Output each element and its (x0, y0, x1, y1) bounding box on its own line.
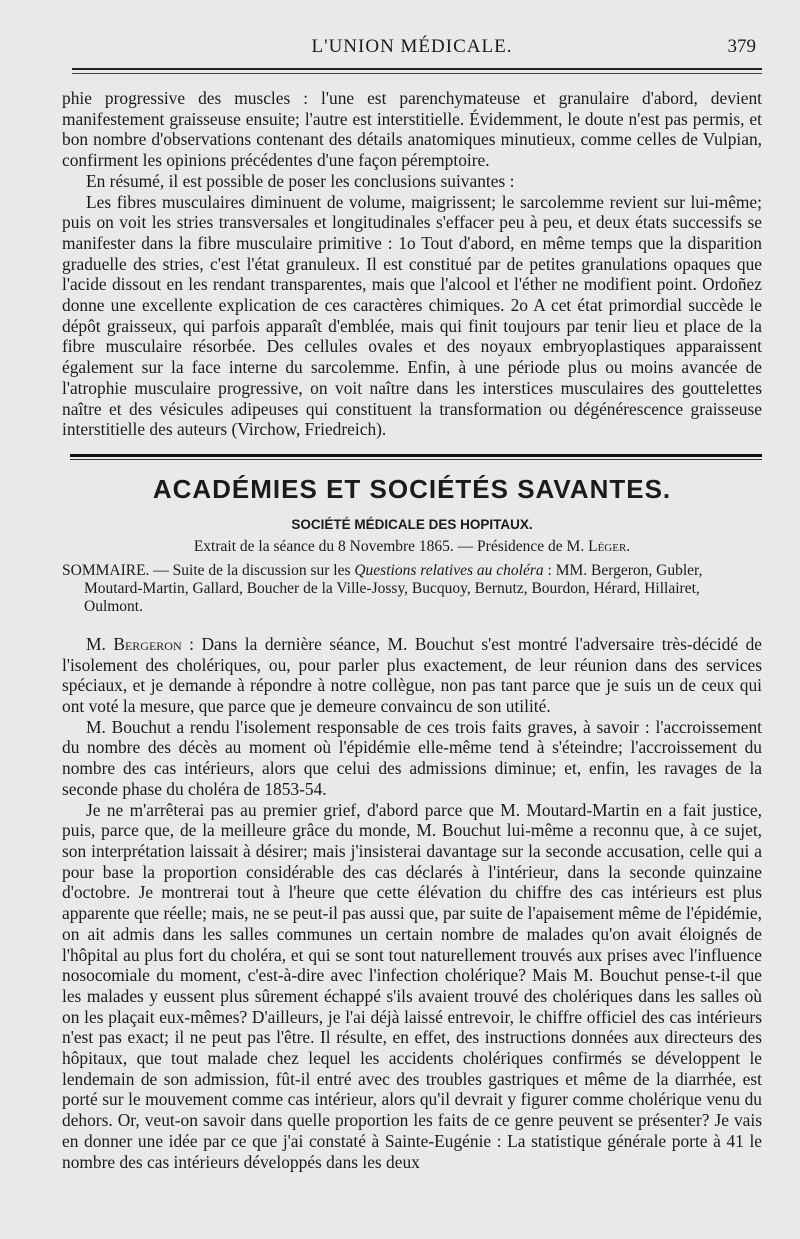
section-rule-thin (70, 459, 762, 460)
summary (62, 562, 762, 616)
running-head (62, 0, 762, 66)
paragraph: M. Bouchut a rendu l'isolement responsable de ces trois faits graves, à savoir : l'accroissement du nombre des décès au moment où l'épidémie elle-même tend à s'éteindre; l'accroissement du nombre des cas intérieurs, alors que celui des admissions diminue; et, enfin, les ravages de la seconde phase du choléra de 1853-54. (62, 716, 762, 799)
header-rule (72, 68, 762, 70)
paragraph: phie progressive des muscles : l'une est parenchymateuse et granulaire d'abord, devient manifestement graisseuse ensuite; l'autre est interstitielle. Évidemment, le doute n'est pas permis, et bon nombre d'observations contenant des détails anatomiques minutieux, comme celles de Vulpian, confirment les opinions précédentes d'une façon péremptoire. (62, 88, 762, 171)
page-number: 379 (727, 36, 756, 57)
extract-suffix: . (626, 537, 631, 555)
section-rule (70, 454, 762, 457)
session-extract (62, 538, 762, 556)
paragraph-text: : Dans la dernière séance, M. Bouchut s'est montré l'adversaire très-décidé de l'isolement des cholériques, ou, pour parler plus exactement, de leur réunion dans des services spéciaux, et je demande à répondre à notre collègue, non pas tant parce que je suis un de ceux qui ont voté la mesure, que parce que je demeure convaincu de son utilité. (62, 633, 762, 717)
paragraph: Je ne m'arrêterai pas au premier grief, d'abord parce que M. Moutard-Martin en a fait justice, puis, parce que, de la meilleure grâce du monde, M. Bouchut lui-même a reconnu que, à ce sujet, son interprétation laissait à désirer; mais j'insisterai davantage sur la seconde accusation, celle qui a pour base la proportion considérable des cas déclarés à l'intérieur, dans la seconde quinzaine d'octobre. Je montrerai tout à l'heure que cette élévation du chiffre des cas intérieurs est plus apparente que réelle; mais, ne se peut-il pas aussi que, par suite de l'apaisement même de l'épidémie, on ait admis dans les salles communes un certain nombre de malades qu'on avait éloignés de l'hôpital au plus fort du choléra, et qui se sont tout naturellement trouvés aux prises avec l'influence nosocomiale du moment, c'est-à-dire avec l'infection cholérique? Mais M. Bouchut pense-t-il que les malades y eussent plus sûrement échappé s'ils avaient trouvé des cholériques dans les salles où on les plaçait eux-mêmes? D'ailleurs, je l'ai déjà laissé entrevoir, le chiffre officiel des cas intérieurs n'est pas exact; il ne peut pas l'être. Il résulte, en effet, des instructions données aux directeurs des hôpitaux, que tout malade chez lequel les accidents cholériques confirmés se développent le lendemain de son admission, fût-il entré avec des troubles gastriques et même de la diarrhée, est porté sur le mouvement comme cas intérieur, alors qu'il devrait y figurer comme cholérique venu du dehors. Or, veut-on savoir dans quelle proportion les faits de ce genre peuvent se présenter? Je vais en donner une idée par ce que j'ai constaté à Sainte-Eugénie : La statistique générale porte à 41 le nombre des cas intérieurs développés dans les deux (62, 799, 762, 1172)
society-heading: SOCIÉTÉ MÉDICALE DES HOPITAUX. (291, 516, 533, 532)
summary-lead: — Suite de la discussion sur les (153, 561, 351, 579)
summary-label: SOMMAIRE. (62, 561, 150, 579)
president-name: Léger (588, 537, 627, 555)
speaker-prefix: M. (86, 633, 106, 654)
paragraph: En résumé, il est possible de poser les conclusions suivantes : (86, 170, 515, 191)
header-rule-thin (72, 73, 762, 74)
speech (62, 634, 762, 1172)
paragraph: Les fibres musculaires diminuent de volume, maigrissent; le sarcolemme revient sur lui-même; puis on voit les stries transversales et longitudinales s'effacer peu à peu, et deux états successifs se manifester dans la fibre musculaire primitive : 1o Tout d'abord, en même temps que la disparition graduelle des stries, c'est l'état granuleux. Il est constitué par de petites granulations opaques que l'acide dissout en les rendant transparentes, mais que l'alcool et l'éther ne modifient point. Ordoñez donne une excellente explication de ces caractères chimiques. 2o A cet état primordial succède le dépôt graisseux, qui parfois apparaît d'emblée, mais qui finit toujours par tenir lieu et place de la fibre musculaire résorbée. Des cellules ovales et des noyaux embryoplastiques apparaissent également sur la face interne du sarcolemme. Enfin, à une période plus ou moins avancée de l'atrophie musculaire progressive, on voit naître dans les interstices musculaires des gouttelettes naître et des vésicules adipeuses qui constituent la transformation ou dégénérescence graisseuse interstitielle des auteurs (Virchow, Friedreich). (62, 191, 762, 440)
journal-title: L'UNION MÉDICALE. (311, 36, 513, 57)
article-continuation (62, 88, 762, 440)
speaker-name: Bergeron (113, 633, 182, 654)
extract-text: Extrait de la séance du 8 Novembre 1865. — Présidence de M. (193, 537, 585, 555)
section-title: ACADÉMIES ET SOCIÉTÉS SAVANTES. (152, 473, 672, 504)
paragraph (62, 634, 762, 717)
summary-speakers: : MM. Bergeron, Gubler, Moutard-Martin, Gallard, Boucher de la Ville-Jossy, Bucquoy, Bernutz, Bourdon, Hérard, Hillairet, Oulmont. (84, 561, 703, 615)
summary-topic: Questions relatives au choléra (354, 561, 544, 579)
